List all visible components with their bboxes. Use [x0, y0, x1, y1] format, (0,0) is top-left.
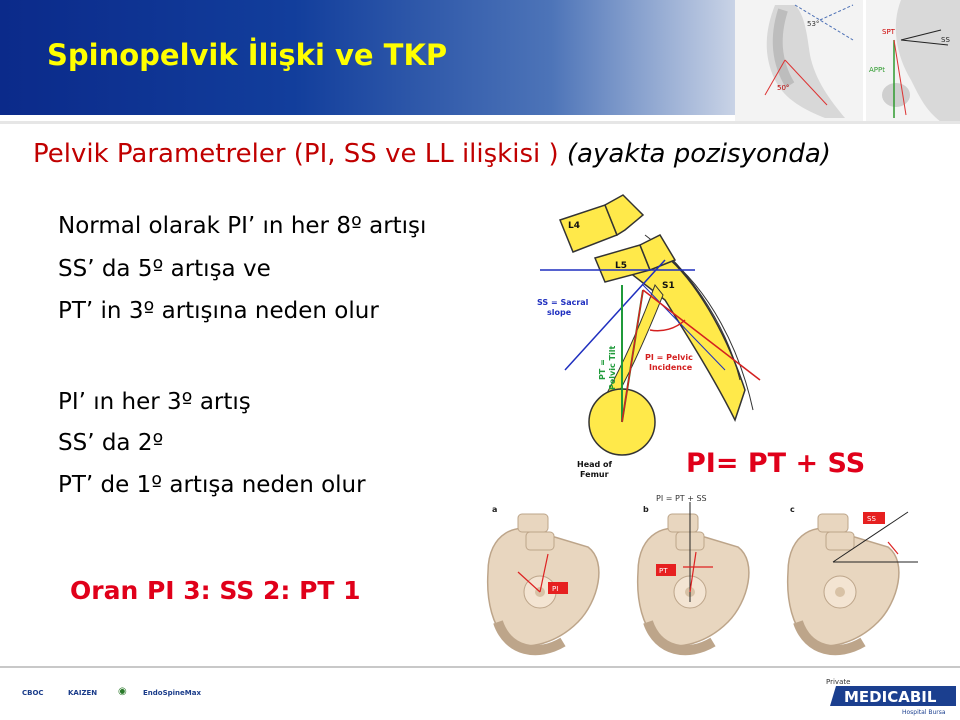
label-pt-1: PT = — [598, 359, 607, 380]
panel-b-label: b — [643, 505, 649, 514]
logo-cboc: CBOC — [22, 689, 44, 697]
logo-endospinemax: EndoSpineMax — [143, 689, 201, 697]
logo-kaizen: KAIZEN — [68, 689, 98, 697]
label-s1: S1 — [662, 281, 675, 291]
label-l4: L4 — [568, 221, 580, 231]
block2-line-3: PT’ de 1º artışa neden olur — [58, 472, 366, 498]
partner-logos — [8, 683, 208, 709]
block1-line-1: Normal olarak PI’ ın her 8º artışı — [58, 213, 427, 239]
block2-line-2: SS’ da 2º — [58, 430, 164, 456]
xray1-angle-top: 53° — [807, 20, 820, 28]
label-ss-2: slope — [547, 308, 572, 317]
label-l5: L5 — [615, 261, 627, 271]
label-pt-2: Pelvic Tilt — [608, 345, 617, 390]
slide-title: Spinopelvik İlişki ve TKP — [47, 38, 448, 72]
formula-text: PI= PT + SS — [686, 448, 866, 479]
tag-ss: SS — [867, 515, 876, 523]
pelvis-header-label: PI = PT + SS — [656, 494, 707, 503]
brand-name: MEDICABIL — [844, 688, 937, 706]
subtitle-main: Pelvik Parametreler (PI, SS ve LL ilişkisi ) — [33, 139, 559, 169]
label-ss-1: SS = Sacral — [537, 298, 589, 307]
xray2-spt: SPT — [882, 28, 895, 36]
xray2-appt: APPt — [869, 66, 885, 74]
block2-line-1: PI’ ın her 3º artış — [58, 389, 251, 415]
label-head-2: Femur — [580, 470, 609, 479]
tag-pi: PI — [552, 585, 559, 593]
xray1-angle-bottom: 50° — [777, 84, 790, 92]
panel-c-label: c — [790, 505, 795, 514]
pelvis-panel-c — [788, 512, 918, 650]
header-band — [0, 0, 735, 115]
tag-pt: PT — [659, 567, 668, 575]
header-divider — [0, 121, 960, 124]
slide-subtitle — [33, 139, 831, 169]
pelvis-panel-b — [638, 502, 749, 650]
block1-line-3: PT’ in 3º artışına neden olur — [58, 298, 379, 324]
spinopelvic-diagram — [525, 190, 770, 480]
label-pi-1: PI = Pelvic — [645, 353, 693, 362]
label-head-1: Head of — [577, 460, 613, 469]
pelvis-panel-a — [488, 514, 599, 650]
label-pi-2: Incidence — [649, 363, 693, 372]
panel-a-label: a — [492, 505, 498, 514]
block1-line-2: SS’ da 5º artışa ve — [58, 256, 271, 282]
pelvis-panels-figure — [478, 492, 960, 660]
ratio-text: Oran PI 3: SS 2: PT 1 — [70, 576, 361, 605]
xray-thumbnail-1 — [735, 0, 863, 122]
brand-private: Private — [826, 678, 851, 686]
subtitle-italic: (ayakta pozisyonda) — [566, 139, 831, 169]
logo-icon: ◉ — [118, 686, 127, 697]
medicabil-logo — [822, 676, 956, 716]
xray-thumbnail-2 — [866, 0, 960, 122]
footer-divider — [0, 666, 960, 668]
brand-subtitle: Hospital Bursa — [902, 709, 946, 716]
xray2-ss: SS — [941, 36, 950, 44]
